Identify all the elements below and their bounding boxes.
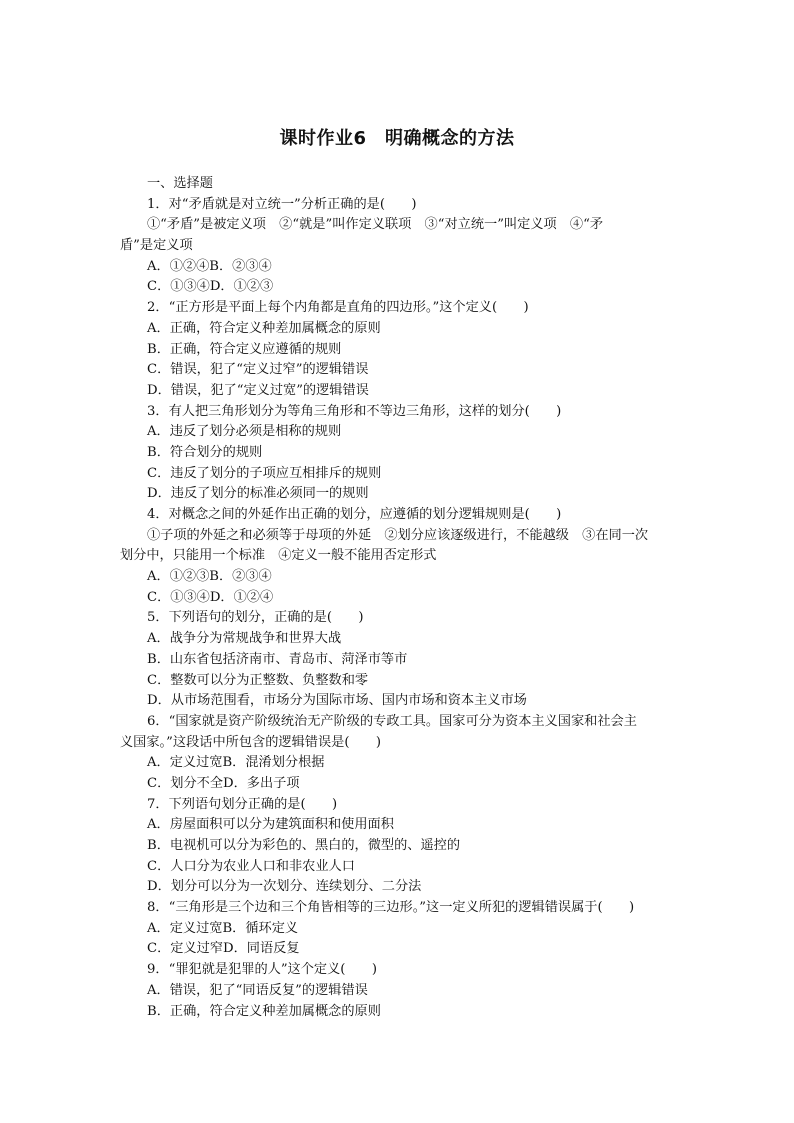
text-line: B．正确，符合定义种差加属概念的原则: [147, 1003, 381, 1019]
text-line: B．符合划分的规则: [147, 444, 263, 460]
text-line: ①子项的外延之和必须等于母项的外延 ②划分应该逐级进行，不能越级 ③在同一次: [147, 527, 649, 543]
text-line: D．划分可以分为一次划分、连续划分、二分法: [147, 879, 422, 895]
text-line: C．违反了划分的子项应互相排斥的规则: [147, 465, 382, 481]
text-line: A．定义过宽B．循环定义: [147, 920, 299, 936]
text-line: A．违反了划分必须是相称的规则: [147, 424, 342, 440]
document-body: [120, 174, 680, 1022]
text-line: C．划分不全D．多出子项: [147, 775, 300, 791]
text-line: A．定义过宽B．混淆划分根据: [147, 755, 325, 771]
text-line: ①“矛盾”是被定义项 ②“就是”叫作定义联项 ③“对立统一”叫定义项 ④“矛: [147, 217, 604, 233]
page-title: 课时作业6 明确概念的方法: [279, 128, 515, 149]
text-line: A．①②③B．②③④: [147, 569, 272, 585]
text-line: A．①②④B．②③④: [147, 258, 272, 274]
text-line: 划分中，只能用一个标准 ④定义一般不能用否定形式: [120, 548, 437, 564]
text-line: 7．下列语句划分正确的是( ): [147, 796, 338, 812]
text-line: 1．对“矛盾就是对立统一”分析正确的是( ): [147, 196, 417, 212]
text-line: A．正确，符合定义种差加属概念的原则: [147, 320, 381, 336]
text-line: 4．对概念之间的外延作出正确的划分，应遵循的划分逻辑规则是( ): [147, 507, 562, 522]
text-line: A．房屋面积可以分为建筑面积和使用面积: [147, 817, 394, 833]
text-line: 2．“正方形是平面上每个内角都是直角的四边形。”这个定义( ): [147, 300, 529, 316]
text-line: D．从市场范围看，市场分为国际市场、国内市场和资本主义市场: [147, 693, 527, 709]
text-line: C．人口分为农业人口和非农业人口: [147, 858, 355, 874]
text-line: 5．下列语句的划分，正确的是( ): [147, 610, 364, 626]
text-line: 3．有人把三角形划分为等角三角形和不等边三角形，这样的划分( ): [147, 403, 562, 419]
text-line: C．①③④D．①②④: [147, 589, 274, 605]
text-line: 一、选择题: [147, 176, 213, 191]
text-line: C．错误，犯了“定义过窄”的逻辑错误: [147, 362, 369, 378]
text-line: 9．“罪犯就是犯罪的人”这个定义( ): [147, 962, 377, 978]
text-line: 8．“三角形是三个边和三个角皆相等的三边形。”这一定义所犯的逻辑错误属于( ): [147, 900, 635, 916]
text-line: A．战争分为常规战争和世界大战: [147, 631, 342, 647]
text-line: C．①③④D．①②③: [147, 279, 274, 295]
text-line: B．电视机可以分为彩色的、黑白的，微型的、遥控的: [147, 838, 461, 853]
text-line: D．错误，犯了“定义过宽”的逻辑错误: [147, 382, 369, 398]
text-line: A．错误，犯了“同语反复”的逻辑错误: [147, 982, 368, 998]
text-line: 盾”是定义项: [120, 238, 193, 254]
text-line: D．违反了划分的标准必须同一的规则: [147, 486, 369, 502]
text-line: 6．“国家就是资产阶级统治无产阶级的专政工具。国家可分为资本主义国家和社会主: [147, 713, 637, 729]
text-line: C．整数可以分为正整数、负整数和零: [147, 672, 369, 688]
text-line: B．正确，符合定义应遵循的规则: [147, 341, 342, 357]
text-line: C．定义过窄D．同语反复: [147, 941, 300, 957]
text-line: 义国家。”这段话中所包含的逻辑错误是( ): [120, 734, 381, 750]
text-line: B．山东省包括济南市、青岛市、菏泽市等市: [147, 651, 408, 667]
